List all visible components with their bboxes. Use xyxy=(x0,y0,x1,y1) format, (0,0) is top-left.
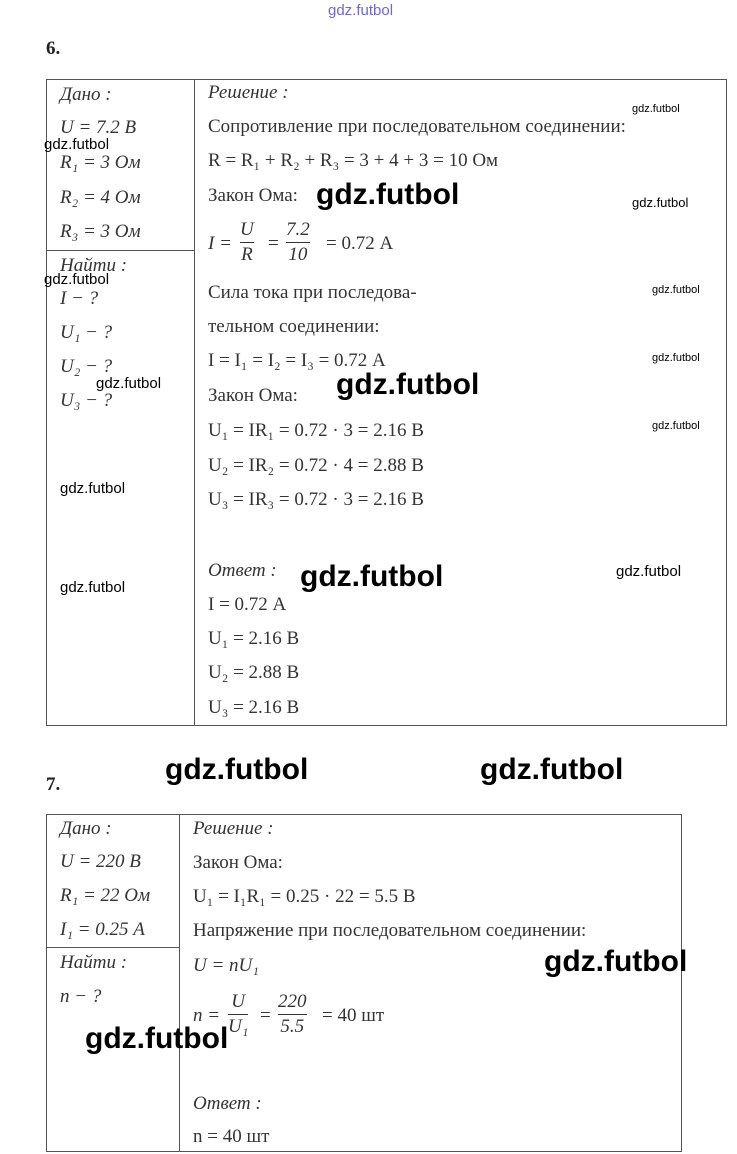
find-header: Найти : xyxy=(60,255,128,276)
watermark: gdz.futbol xyxy=(165,753,309,786)
find-value: U₃ − ? xyxy=(60,390,113,411)
solution-line: I = I₁ = I₂ = I₃ = 0.72 А xyxy=(208,350,386,371)
given-value: R₂ = 4 Ом xyxy=(60,187,141,208)
answer-header: Ответ : xyxy=(193,1093,262,1114)
problem-7-number: 7. xyxy=(46,774,61,795)
answer-value: I = 0.72 А xyxy=(208,594,287,615)
formula-part: = 0.72 А xyxy=(326,233,394,254)
fraction-bar xyxy=(240,242,254,243)
given-value: I₁ = 0.25 А xyxy=(60,919,145,940)
solution-line: U₃ = IR₃ = 0.72 · 3 = 2.16 В xyxy=(208,489,424,510)
given-value: U = 7.2 В xyxy=(60,117,137,138)
answer-value: U₁ = 2.16 В xyxy=(208,628,300,649)
problem-7-table xyxy=(46,814,682,1152)
formula-part: = xyxy=(268,233,279,254)
problem-6-table xyxy=(46,79,727,726)
watermark: gdz.futbol xyxy=(652,352,700,364)
solution-line: Сопротивление при последовательном соединении: xyxy=(208,116,626,137)
problem-6-given-divider xyxy=(46,250,195,251)
fraction-numerator: 220 xyxy=(278,991,307,1012)
find-value: I − ? xyxy=(60,288,99,309)
solution-header: Решение : xyxy=(193,818,274,839)
given-value: R₃ = 3 Ом xyxy=(60,221,141,242)
watermark: gdz.futbol xyxy=(336,368,480,401)
solution-line: R = R₁ + R₂ + R₃ = 3 + 4 + 3 = 10 Ом xyxy=(208,150,499,171)
watermark: gdz.futbol xyxy=(96,375,162,392)
fraction-bar xyxy=(228,1014,248,1015)
answer-value: U₂ = 2.88 В xyxy=(208,662,300,683)
problem-7-divider xyxy=(179,814,180,1152)
watermark: gdz.futbol xyxy=(632,103,680,115)
solution-line: Сила тока при последова- xyxy=(208,282,417,303)
given-header: Дано : xyxy=(60,84,112,105)
fraction-bar xyxy=(286,242,310,243)
given-header: Дано : xyxy=(60,818,112,839)
solution-line: U₁ = IR₁ = 0.72 · 3 = 2.16 В xyxy=(208,420,424,441)
fraction-denominator: U₁ xyxy=(228,1016,249,1037)
given-value: R₁ = 3 Ом xyxy=(60,152,141,173)
problem-6-number: 6. xyxy=(46,38,61,59)
watermark: gdz.futbol xyxy=(316,178,460,211)
watermark: gdz.futbol xyxy=(652,284,700,296)
find-value: U₂ − ? xyxy=(60,356,113,377)
watermark-top: gdz.futbol xyxy=(328,2,394,19)
formula-part: = 40 шт xyxy=(322,1005,385,1026)
solution-line: Напряжение при последовательном соединении: xyxy=(193,920,587,941)
solution-line: Закон Ома: xyxy=(208,385,298,406)
fraction-numerator: U xyxy=(240,219,254,240)
solution-line: U₂ = IR₂ = 0.72 · 4 = 2.88 В xyxy=(208,455,424,476)
answer-value: n = 40 шт xyxy=(193,1126,270,1147)
solution-header: Решение : xyxy=(208,82,289,103)
solution-line: Закон Ома: xyxy=(193,852,283,873)
find-value: U₁ − ? xyxy=(60,322,113,343)
find-value: n − ? xyxy=(60,986,102,1007)
solution-line: U₁ = I₁R₁ = 0.25 · 22 = 5.5 В xyxy=(193,886,416,907)
watermark: gdz.futbol xyxy=(632,195,689,210)
watermark: gdz.futbol xyxy=(616,563,682,580)
solution-line: U = nU₁ xyxy=(193,955,259,976)
answer-header: Ответ : xyxy=(208,560,277,581)
solution-line: Закон Ома: xyxy=(208,185,298,206)
answer-value: U₃ = 2.16 В xyxy=(208,697,300,718)
fraction xyxy=(278,991,307,1038)
watermark: gdz.futbol xyxy=(300,560,444,593)
fraction-denominator: 5.5 xyxy=(280,1016,305,1037)
fraction-denominator: 10 xyxy=(288,244,308,265)
fraction-denominator: R xyxy=(241,244,253,265)
given-value: U = 220 В xyxy=(60,851,141,872)
formula-part: = xyxy=(260,1005,271,1026)
fraction-numerator: U xyxy=(231,991,246,1012)
watermark: gdz.futbol xyxy=(60,480,126,497)
fraction xyxy=(228,991,248,1038)
watermark: gdz.futbol xyxy=(44,271,110,288)
solution-line: тельном соединении: xyxy=(208,316,380,337)
find-header: Найти : xyxy=(60,952,128,973)
fraction-bar xyxy=(278,1014,307,1015)
watermark: gdz.futbol xyxy=(44,136,110,153)
problem-6-divider xyxy=(194,79,195,726)
watermark: gdz.futbol xyxy=(480,753,624,786)
fraction-numerator: 7.2 xyxy=(286,219,310,240)
watermark: gdz.futbol xyxy=(85,1022,229,1055)
given-value: R₁ = 22 Ом xyxy=(60,885,151,906)
problem-7-given-divider xyxy=(46,947,180,948)
fraction xyxy=(286,219,310,266)
watermark: gdz.futbol xyxy=(544,945,688,978)
formula-part: n = xyxy=(193,1005,221,1026)
watermark: gdz.futbol xyxy=(652,420,700,432)
fraction xyxy=(240,219,254,266)
watermark: gdz.futbol xyxy=(60,579,126,596)
formula-part: I = xyxy=(208,233,232,254)
